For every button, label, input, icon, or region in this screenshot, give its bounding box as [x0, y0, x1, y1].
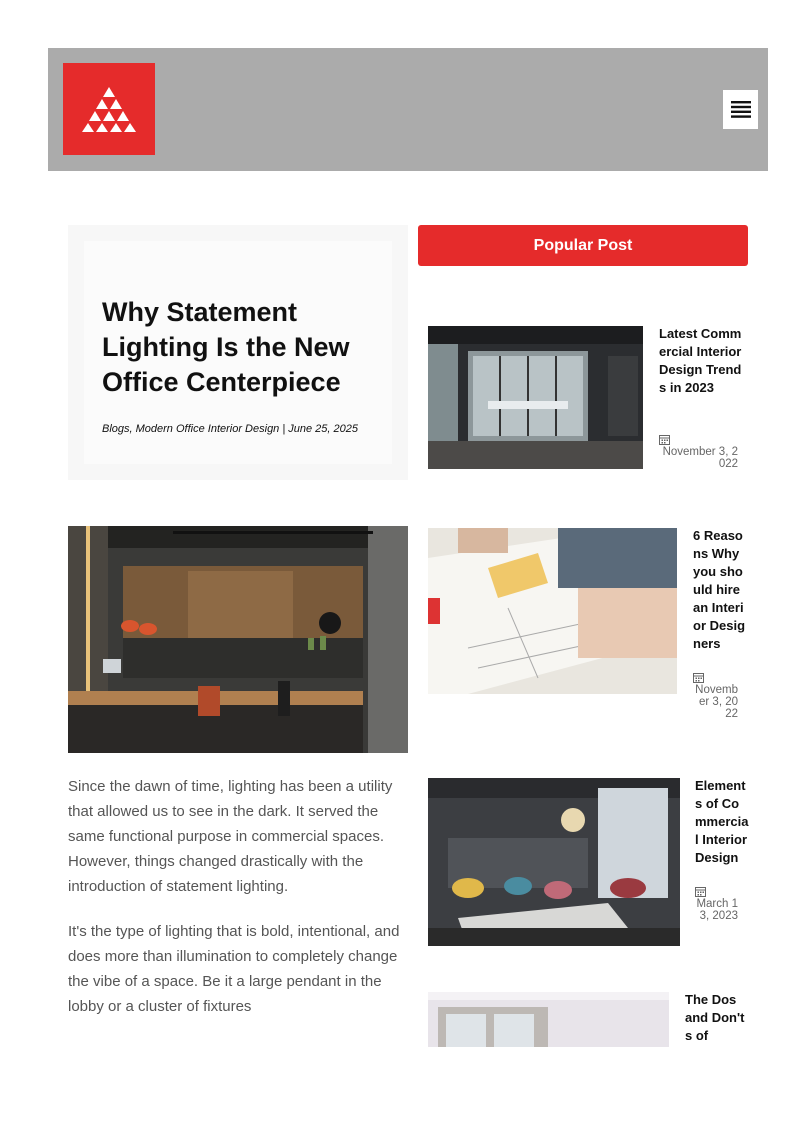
post-title[interactable]: Elements of Commercial Interior Design — [695, 778, 749, 865]
post-date: November 3, 2022 — [662, 446, 738, 470]
article-paragraph: It's the type of lighting that is bold, intentional, and does more than illumination to completely change the vibe of a space. Be it a large pendant in the lobby or a cluster of fixtures — [68, 923, 400, 1015]
hero-image — [68, 526, 408, 753]
triangle-logo-icon — [82, 85, 136, 133]
hamburger-menu-icon — [731, 100, 751, 120]
post-thumbnail[interactable] — [428, 528, 677, 694]
post-title[interactable]: 6 Reasons Why you should hire an Interior Designers — [693, 528, 746, 651]
menu-button[interactable] — [723, 90, 758, 129]
post-date: March 13, 2023 — [696, 898, 738, 922]
site-logo[interactable] — [63, 63, 155, 155]
post-title[interactable]: Latest Commercial Interior Design Trends in 2023 — [659, 326, 742, 395]
post-thumbnail[interactable] — [428, 326, 643, 469]
post-date: November 3, 2022 — [695, 684, 738, 720]
site-header — [48, 48, 768, 171]
popular-post-heading[interactable]: Popular Post — [418, 225, 748, 266]
calendar-icon — [693, 672, 704, 683]
page-bottom-margin — [0, 1047, 793, 1123]
calendar-icon — [695, 886, 706, 897]
post-meta: Blogs, Modern Office Interior Design | June 25, 2025 — [102, 423, 358, 435]
calendar-icon — [659, 434, 670, 445]
hero-card — [68, 225, 408, 480]
post-title[interactable]: The Dos and Don'ts of — [685, 992, 745, 1043]
article-body — [68, 774, 403, 1039]
page-title: Why Statement Lighting Is the New Office Centerpiece — [102, 297, 350, 397]
post-thumbnail[interactable] — [428, 778, 680, 946]
article-paragraph: Since the dawn of time, lighting has been a utility that allowed us to see in the dark. It served the same functional purpose in commercial spaces. However, things changed drastically with the introduction of statement lighting. — [68, 778, 393, 895]
